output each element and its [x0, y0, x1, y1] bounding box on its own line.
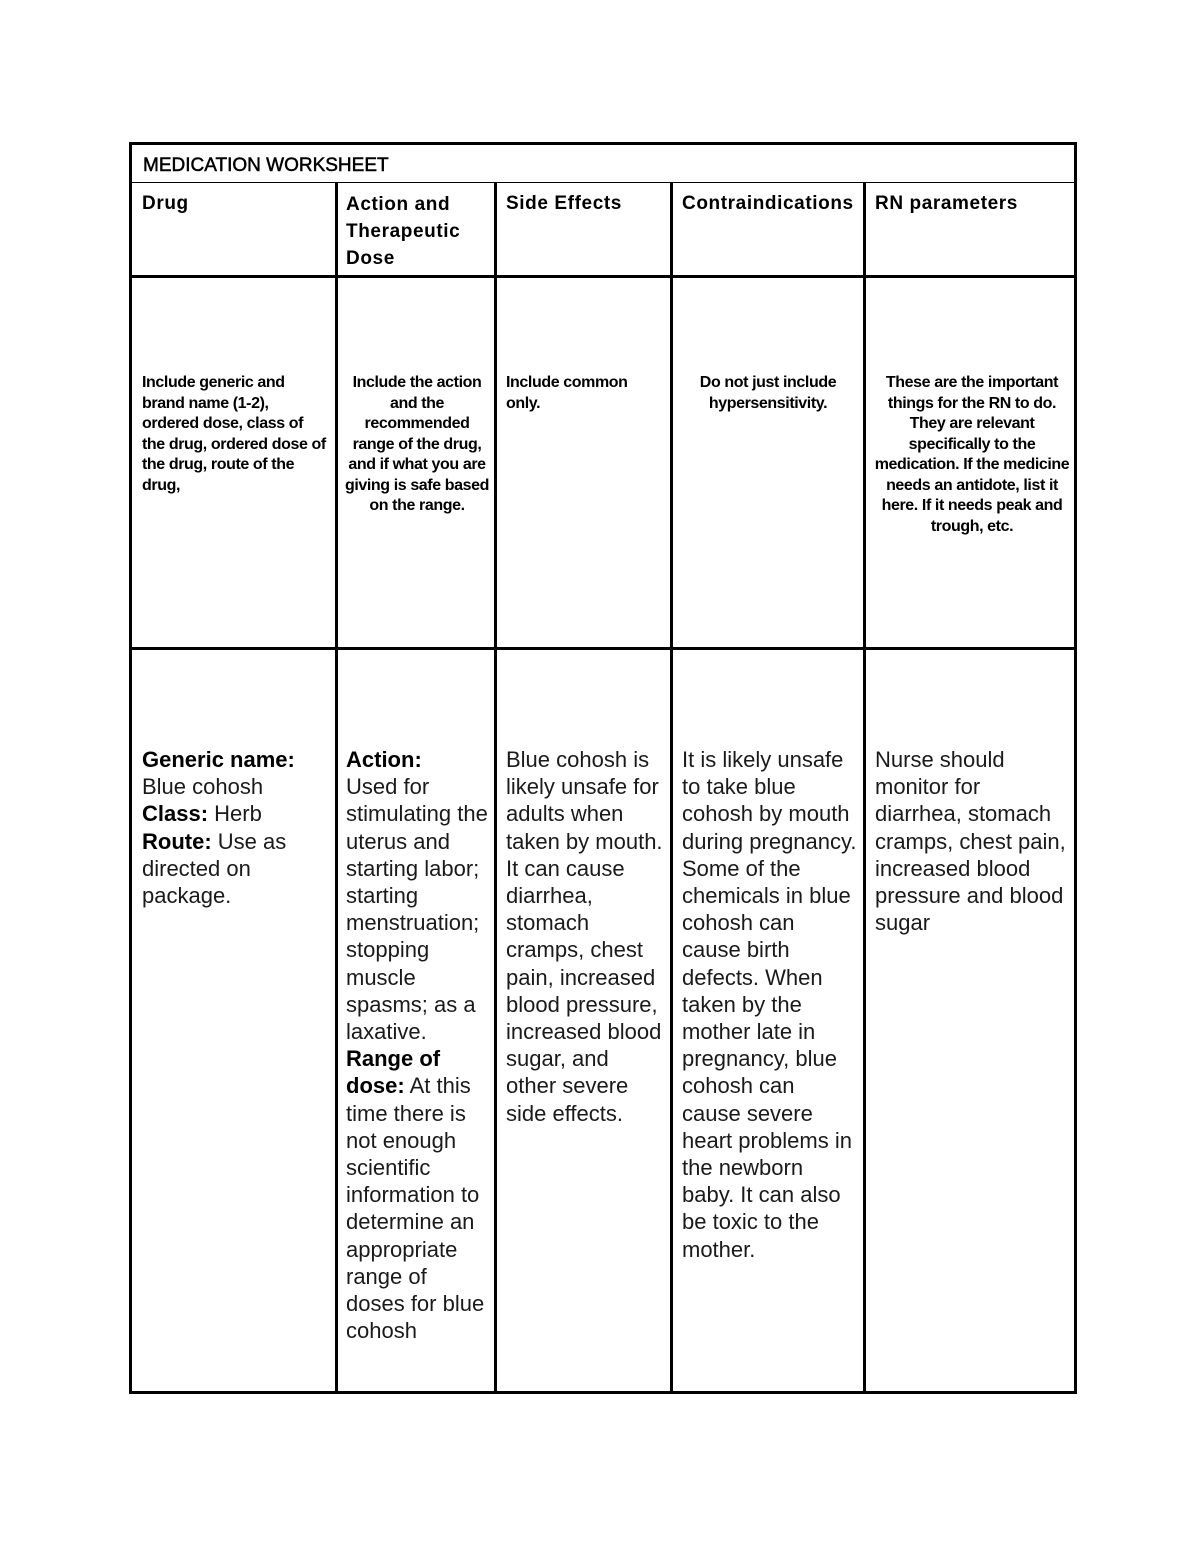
entry-rn-parameters: Nurse should monitor for diarrhea, stomach cramps, chest pain, increased blood pressure and blood sugar [875, 747, 1066, 936]
header-action-dose: Action and Therapeutic Dose [346, 194, 461, 269]
route-value: Use as directed on package. [142, 828, 287, 909]
worksheet-title: MEDICATION WORKSHEET [143, 155, 389, 176]
class-value: Herb [214, 801, 262, 827]
action-value: Used for stimulating the uterus and starting labor; starting menstruation; stopping muscle spasms; as a laxative. [346, 774, 488, 1045]
row-divider [132, 647, 1074, 650]
class-label: Class: [142, 801, 209, 827]
entry-side-effects: Blue cohosh is likely unsafe for adults when taken by mouth. It can cause diarrhea, stomach cramps, chest pain, increased blood pressure, increased blood sugar, and other severe side effects. [506, 747, 663, 1126]
column-divider [863, 183, 866, 1391]
worksheet-title-row [132, 145, 1074, 183]
instruction-rn-parameters: These are the important things for the RN to do. They are relevant specifically to the medication. If the medicine needs an antidote, list it here. If it needs peak and trough, etc. [874, 374, 1070, 535]
column-divider [494, 183, 497, 1391]
column-divider [670, 183, 673, 1391]
column-divider [335, 183, 338, 1391]
instruction-contraindications: Do not just include hypersensitivity. [699, 374, 837, 412]
range-of-dose-value: At this time there is not enough scientific information to determine an appropriate range of doses for blue cohosh [346, 1073, 485, 1344]
entry-action-dose [346, 746, 488, 1344]
instruction-side-effects: Include common only. [506, 374, 628, 412]
header-rn-parameters: RN parameters [875, 193, 1018, 214]
row-divider [132, 275, 1074, 278]
generic-name-label: Generic name: [142, 747, 295, 772]
generic-name-value: Blue cohosh [142, 774, 264, 800]
instruction-drug: Include generic and brand name (1-2), ordered dose, class of the drug, ordered dose of the drug, route of the drug, [142, 374, 326, 494]
header-side-effects: Side Effects [506, 193, 622, 214]
route-label: Route: [142, 828, 212, 854]
entry-contraindications: It is likely unsafe to take blue cohosh by mouth during pregnancy. Some of the chemicals in blue cohosh can cause birth defects. When taken by the mother late in pregnancy, blue cohosh can cause severe heart problems in the newborn baby. It can also be toxic to the mother. [682, 747, 857, 1262]
instruction-action: Include the action and the recommended range of the drug, and if what you are giving is safe based on the range. [344, 374, 490, 514]
range-of-dose-label: Range of dose: [346, 1046, 441, 1099]
header-contraindications: Contraindications [682, 193, 854, 214]
header-drug: Drug [142, 193, 189, 214]
medication-worksheet-table [129, 142, 1077, 1394]
action-label: Action: [346, 747, 422, 772]
entry-drug [142, 746, 330, 909]
